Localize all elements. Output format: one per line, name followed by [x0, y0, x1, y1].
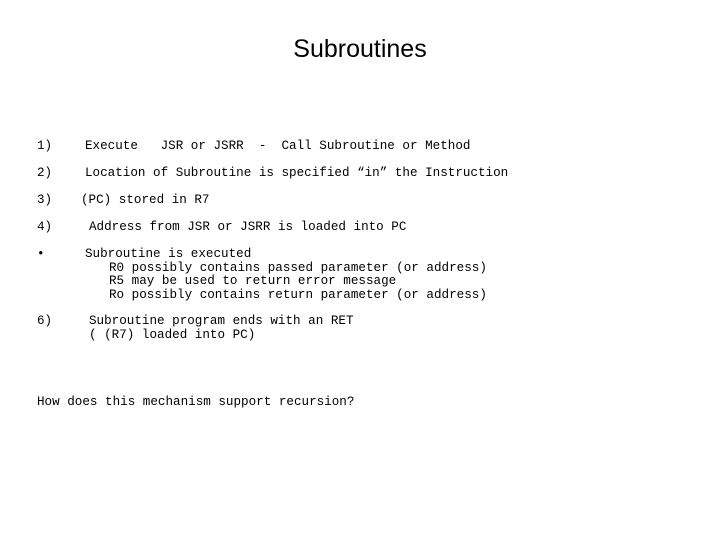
- item-6-subline: ( (R7) loaded into PC): [89, 327, 256, 342]
- item-3-marker: 3): [37, 193, 53, 207]
- recursion-question: How does this mechanism support recursion?: [37, 395, 355, 409]
- item-4-text: Address from JSR or JSRR is loaded into PC: [89, 220, 407, 234]
- item-2-marker: 2): [37, 166, 53, 180]
- item-4-marker: 4): [37, 220, 53, 234]
- item-5-text: Subroutine is executed: [85, 247, 252, 261]
- item-5-subline: R0 possibly contains passed parameter (or address): [109, 260, 487, 275]
- item-6-marker: 6): [37, 314, 53, 328]
- item-6-text: Subroutine program ends with an RET: [89, 314, 354, 328]
- item-1-text: Execute JSR or JSRR - Call Subroutine or Method: [85, 139, 471, 153]
- item-3-text: (PC) stored in R7: [81, 193, 210, 207]
- item-5-bullet: •: [37, 247, 45, 261]
- slide-title: Subroutines: [293, 35, 427, 63]
- item-1-marker: 1): [37, 139, 53, 153]
- item-5-subline: R5 may be used to return error message: [109, 274, 397, 288]
- item-2-text: Location of Subroutine is specified “in” the Instruction: [85, 166, 509, 180]
- item-5-subline: Ro possibly contains return parameter (or address): [109, 287, 487, 302]
